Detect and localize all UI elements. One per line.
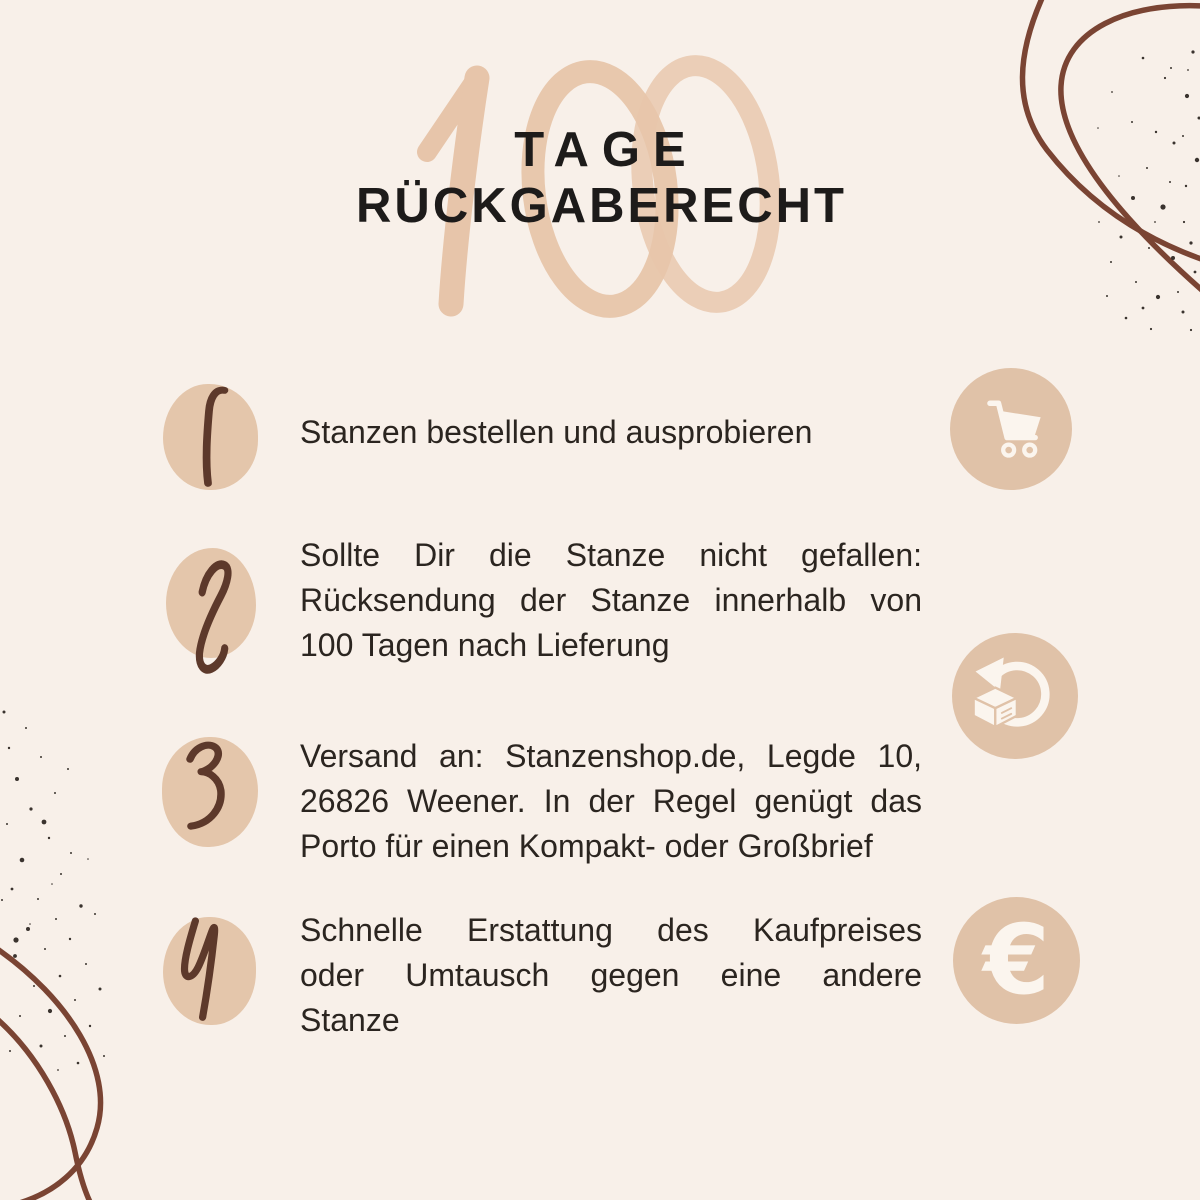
shopping-cart-badge [950, 368, 1072, 490]
step-3-line: Versand an: Stanzenshop.de, Legde 10, [300, 738, 922, 774]
step-2-line: Rücksendung der Stanze innerhalb von [300, 582, 922, 618]
package-return-icon [968, 649, 1062, 743]
step-1-handwritten-number [180, 380, 238, 492]
step-1-line: Stanzen bestellen und ausprobieren [300, 414, 813, 450]
step-4-line: oder Umtausch gegen eine andere [300, 957, 922, 993]
step-1-text [300, 410, 922, 455]
title-line-rueckgaberecht: RÜCKGABERECHT [356, 179, 847, 233]
step-3-line: 26826 Weener. In der Regel genügt das [300, 783, 922, 819]
speckles-bottom-left [1, 711, 105, 1071]
step-2-handwritten-number [186, 550, 240, 694]
step-3-handwritten-number [176, 736, 232, 852]
euro-badge [953, 897, 1080, 1024]
step-4-line: Stanze [300, 1002, 400, 1038]
step-3-text [300, 734, 922, 869]
step-3-line: Porto für einen Kompakt- oder Großbrief [300, 828, 873, 864]
step-2-text [300, 533, 922, 668]
step-4-line: Schnelle Erstattung des Kaufpreises [300, 912, 922, 948]
title-line-tage: TAGE [514, 123, 699, 177]
step-2-line: 100 Tagen nach Lieferung [300, 627, 670, 663]
step-2-line: Sollte Dir die Stanze nicht gefallen: [300, 537, 922, 573]
step-4-text [300, 908, 922, 1043]
step-4-handwritten-number [172, 912, 226, 1028]
shopping-cart-icon [972, 390, 1050, 468]
package-return-badge [952, 633, 1078, 759]
euro-icon: € [983, 904, 1050, 1016]
